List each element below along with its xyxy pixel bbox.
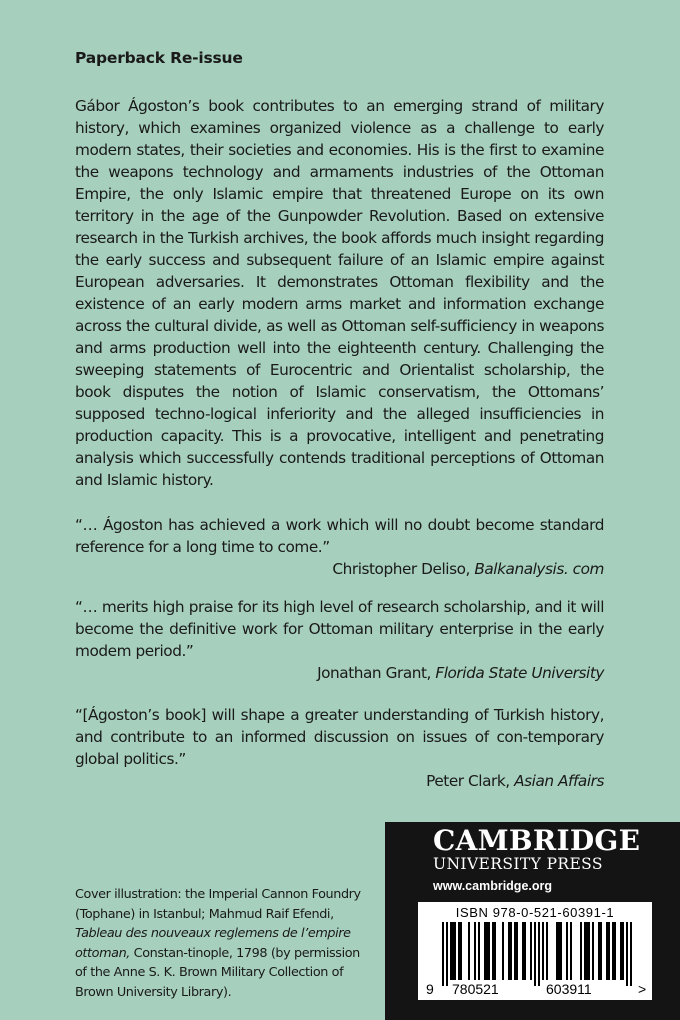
barcode-bar bbox=[600, 922, 602, 980]
review-source: Asian Affairs bbox=[514, 772, 604, 790]
review-1 bbox=[75, 514, 604, 580]
barcode-bar bbox=[452, 922, 454, 980]
review-author: Christopher Deliso, bbox=[332, 560, 470, 578]
barcode-bar bbox=[584, 922, 586, 980]
credit-text: Cover illustration: the Imperial Cannon Foundry (Tophane) in Istanbul; Mahmud Raif Efendi, bbox=[75, 887, 361, 922]
barcode-bar bbox=[546, 922, 548, 980]
barcode-bar bbox=[630, 922, 632, 986]
barcode-bar bbox=[468, 922, 470, 980]
barcode-bar bbox=[592, 922, 594, 980]
publisher-subtitle: UNIVERSITY PRESS bbox=[433, 855, 603, 873]
barcode-bar bbox=[446, 922, 448, 986]
barcode-bar bbox=[608, 922, 610, 980]
barcode-bar bbox=[486, 922, 488, 980]
book-description: Gábor Ágoston’s book contributes to an emerging strand of military history, which examines organized violence as a challenge to early modern states, their societies and economies. His is the first to examine the weapons technology and armaments industries of the Ottoman Empire, the only Islamic empire that threatened Europe on its own territory in the age of the Gunpowder Revolution. Based on extensive research in the Turkish archives, the book affords much insight regarding the early success and subsequent failure of an Islamic empire against European adversaries. It demonstrates Ottoman flexibility and the existence of an early modern arms market and information exchange across the cultural divide, as well as Ottoman self-sufficiency in weapons and arms production well into the eighteenth century. Challenging the sweeping statements of Eurocentric and Orientalist scholarship, the book disputes the notion of Islamic conservatism, the Ottomans’ supposed techno-logical inferiority and the alleged insufficiencies in production capacity. This is a provocative, intelligent and penetrating analysis which successfully contends traditional perceptions of Ottoman and Islamic history. bbox=[75, 97, 604, 489]
review-attribution bbox=[75, 662, 604, 684]
barcode-bar bbox=[510, 922, 512, 980]
barcode-graphic bbox=[418, 902, 652, 1000]
barcode-bar bbox=[454, 922, 456, 980]
review-attribution bbox=[75, 770, 604, 792]
barcode-bar bbox=[508, 922, 510, 980]
publisher-block bbox=[385, 822, 680, 1020]
barcode-bar bbox=[542, 922, 544, 980]
barcode-bar bbox=[538, 922, 540, 986]
barcode-bar bbox=[460, 922, 462, 980]
barcode-bar bbox=[556, 922, 558, 980]
barcode-bar bbox=[606, 922, 608, 980]
isbn-barcode bbox=[418, 902, 652, 1000]
barcode-bar bbox=[570, 922, 572, 980]
review-2 bbox=[75, 596, 604, 684]
barcode-bar bbox=[620, 922, 622, 980]
barcode-bar bbox=[514, 922, 516, 980]
barcode-digits: 603911 bbox=[546, 981, 592, 997]
isbn-label: ISBN 978-0-521-60391-1 bbox=[455, 905, 615, 920]
section-heading: Paperback Re-issue bbox=[75, 49, 243, 67]
review-3 bbox=[75, 704, 604, 792]
barcode-digits: 9 bbox=[426, 981, 434, 997]
review-quote: “… merits high praise for its high level of research scholarship, and it will become the definitive work for Ottoman military enterprise in the early modem period.” bbox=[75, 598, 604, 660]
barcode-bar bbox=[530, 922, 532, 980]
barcode-bar bbox=[478, 922, 480, 980]
barcode-bar bbox=[522, 922, 524, 980]
barcode-bar bbox=[560, 922, 562, 980]
barcode-bar bbox=[474, 922, 476, 980]
barcode-bar bbox=[614, 922, 616, 980]
barcode-bar bbox=[484, 922, 486, 980]
barcode-bar bbox=[492, 922, 494, 980]
barcode-bar bbox=[494, 922, 496, 980]
barcode-bar bbox=[612, 922, 614, 980]
review-quote: “[Ágoston’s book] will shape a greater understanding of Turkish history, and contribute to an informed discussion on issues of con-temporary global politics.” bbox=[75, 706, 604, 768]
barcode-bar bbox=[586, 922, 588, 980]
barcode-bar bbox=[598, 922, 600, 980]
barcode-bar bbox=[588, 922, 590, 980]
review-source: Florida State University bbox=[435, 664, 604, 682]
barcode-bar bbox=[450, 922, 452, 980]
barcode-bar bbox=[580, 922, 582, 980]
review-quote: “… Ágoston has achieved a work which will no doubt become standard reference for a long time to come.” bbox=[75, 516, 604, 556]
credit-title: Tableau des nouveaux reglemens de l’empire ottoman, bbox=[75, 926, 351, 961]
barcode-bar bbox=[558, 922, 560, 980]
barcode-bar bbox=[458, 922, 460, 980]
barcode-bar bbox=[534, 922, 536, 986]
cover-illustration-credit bbox=[75, 885, 375, 1002]
barcode-digits: 780521 bbox=[452, 981, 499, 997]
review-author: Peter Clark, bbox=[426, 772, 510, 790]
barcode-bar bbox=[524, 922, 526, 980]
review-attribution bbox=[75, 558, 604, 580]
barcode-bar bbox=[488, 922, 490, 980]
barcode-bar bbox=[502, 922, 504, 980]
barcode-bar bbox=[622, 922, 624, 980]
barcode-bar bbox=[566, 922, 568, 980]
publisher-url: www.cambridge.org bbox=[433, 879, 553, 893]
barcode-digits: > bbox=[638, 981, 647, 997]
barcode-bar bbox=[516, 922, 518, 980]
review-source: Balkanalysis. com bbox=[474, 560, 604, 578]
credit-text-end: Constan-tinople, 1798 (by permission of the Anne S. K. Brown Military Collection of Brown University Library). bbox=[75, 945, 360, 1000]
barcode-bar bbox=[626, 922, 628, 986]
review-author: Jonathan Grant, bbox=[317, 664, 431, 682]
publisher-name: CAMBRIDGE bbox=[433, 824, 641, 857]
barcode-bar bbox=[442, 922, 444, 986]
